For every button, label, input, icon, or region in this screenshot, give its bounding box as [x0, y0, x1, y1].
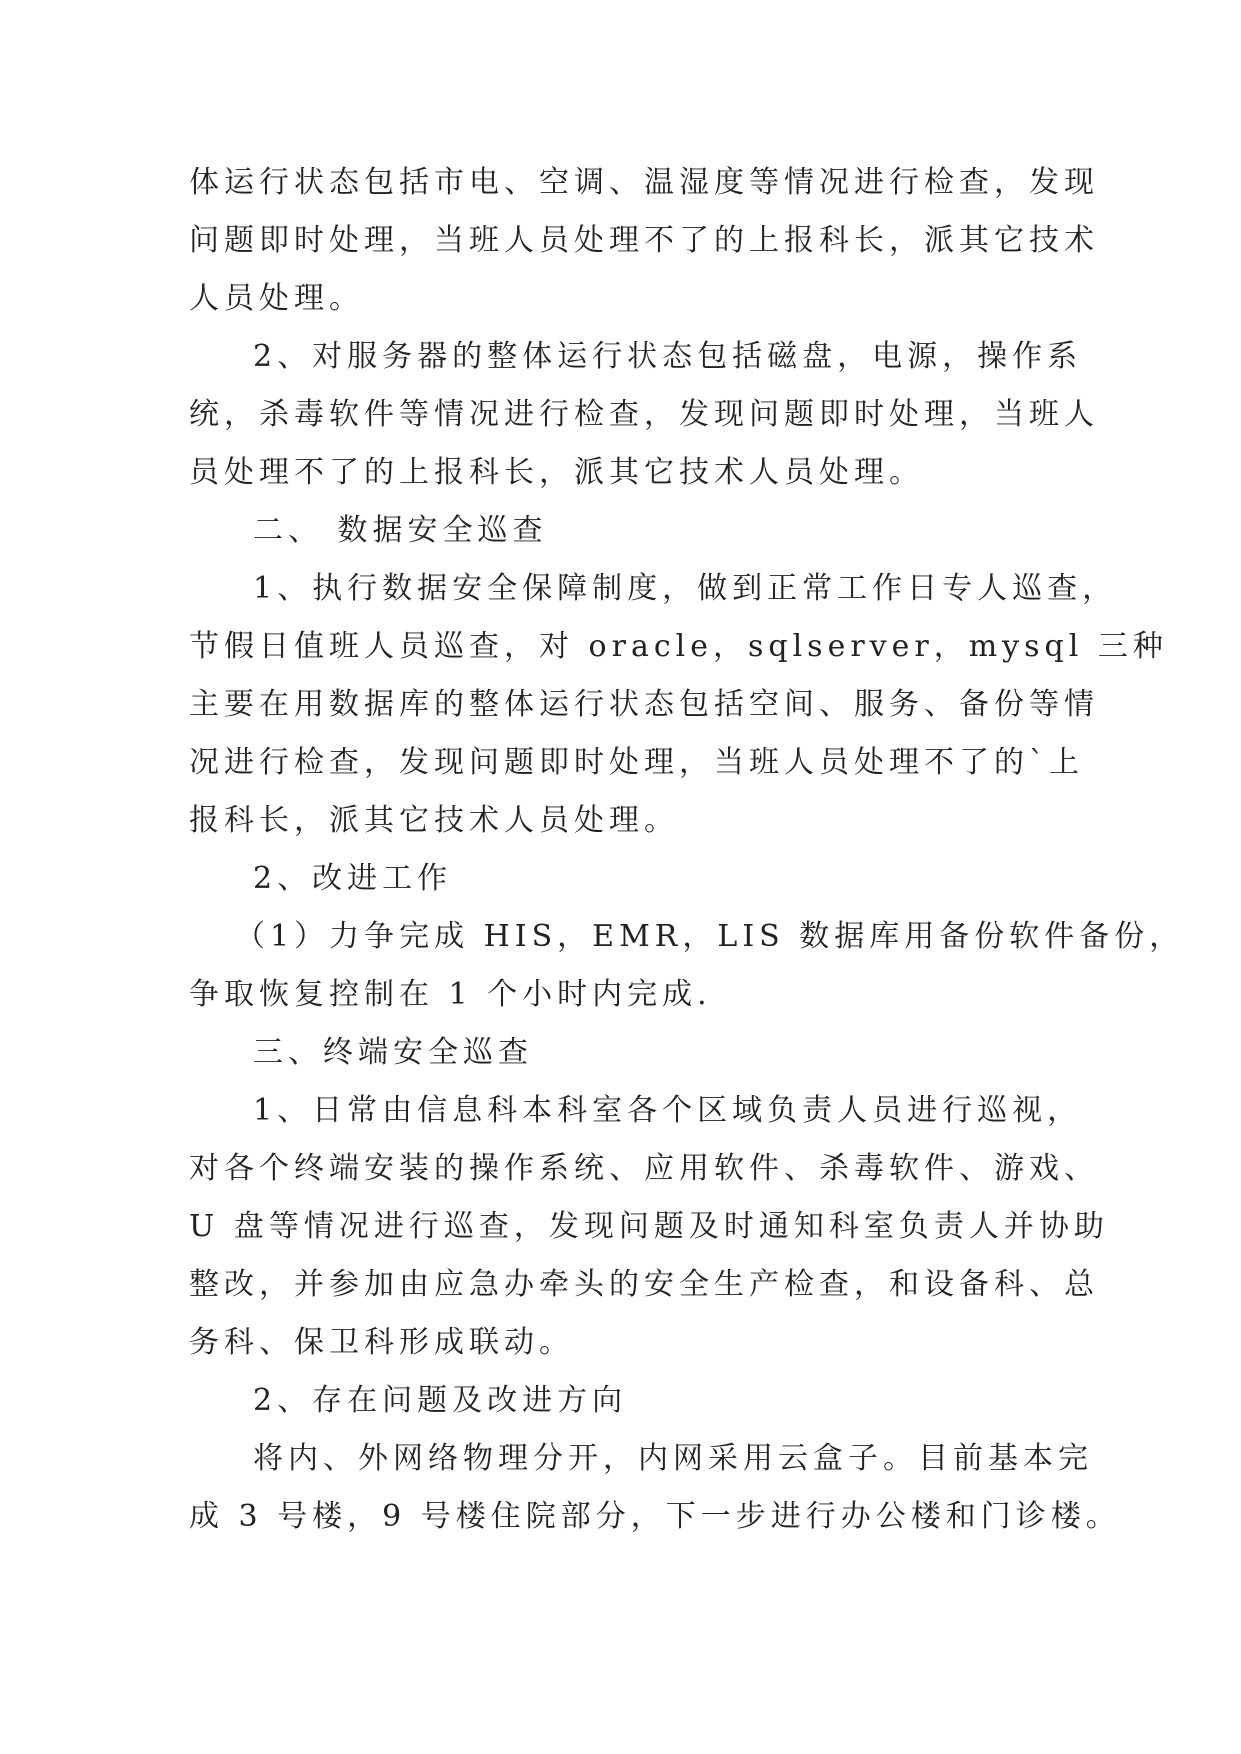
text-line: U 盘等情况进行巡查，发现问题及时通知科室负责人并协助 [189, 1209, 1109, 1244]
text-line: （1）力争完成 HIS，EMR，LIS 数据库用备份软件备份， [235, 919, 1185, 954]
text-line: 1、日常由信息科本科室各个区域负责人员进行巡视， [253, 1093, 1083, 1128]
text-line: 务科、保卫科形成联动。 [189, 1325, 574, 1360]
text-line: 报科长，派其它技术人员处理。 [189, 803, 679, 838]
text-line: 况进行检查，发现问题即时处理，当班人员处理不了的`上 [189, 745, 1084, 780]
text-line: 员处理不了的上报科长，派其它技术人员处理。 [189, 455, 924, 490]
document-body [189, 154, 1185, 1546]
subsection-heading: 2、改进工作 [253, 861, 453, 896]
subsection-heading: 2、存在问题及改进方向 [253, 1383, 628, 1418]
text-line: 争取恢复控制在 1 个小时内完成. [189, 977, 712, 1012]
text-line: 统，杀毒软件等情况进行检查，发现问题即时处理，当班人 [189, 397, 1099, 432]
text-line: 人员处理。 [189, 281, 364, 316]
text-line: 成 3 号楼，9 号楼住院部分，下一步进行办公楼和门诊楼。 [189, 1499, 1121, 1534]
text-line: 对各个终端安装的操作系统、应用软件、杀毒软件、游戏、 [189, 1151, 1099, 1186]
text-line: 将内、外网络物理分开，内网采用云盒子。目前基本完 [253, 1441, 1093, 1476]
text-line: 整改，并参加由应急办牵头的安全生产检查，和设备科、总 [189, 1267, 1099, 1302]
section-heading: 三、终端安全巡查 [253, 1035, 533, 1070]
section-heading: 二、 数据安全巡查 [253, 513, 548, 548]
text-line: 体运行状态包括市电、空调、温湿度等情况进行检查，发现 [189, 165, 1099, 200]
text-line: 2、对服务器的整体运行状态包括磁盘，电源，操作系 [253, 339, 1083, 374]
text-line: 1、执行数据安全保障制度，做到正常工作日专人巡查， [253, 571, 1118, 606]
text-line: 主要在用数据库的整体运行状态包括空间、服务、备份等情 [189, 687, 1099, 722]
text-line: 问题即时处理，当班人员处理不了的上报科长，派其它技术 [189, 223, 1099, 258]
text-line: 节假日值班人员巡查，对 oracle，sqlserver，mysql 三种 [189, 629, 1168, 664]
